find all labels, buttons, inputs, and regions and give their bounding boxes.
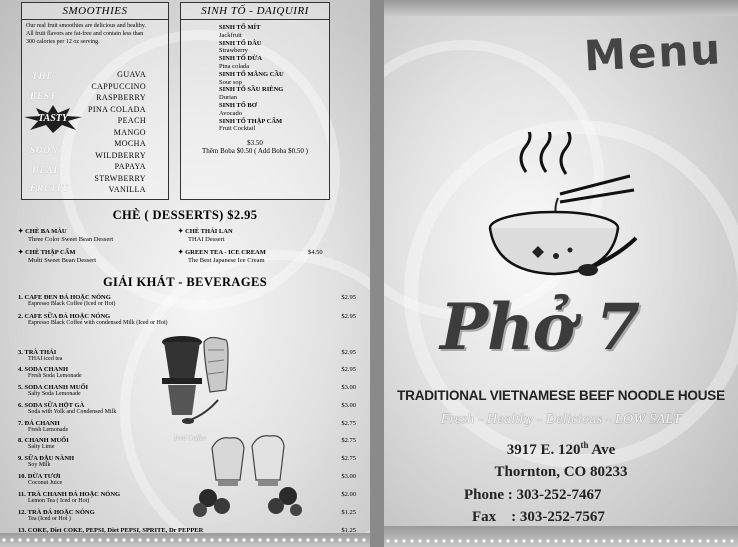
dessert-item bbox=[178, 228, 328, 244]
smoothie-flavor: STRWBERRY bbox=[94, 173, 146, 183]
smoothie-flavor: PAPAYA bbox=[114, 162, 146, 171]
bullet-icon: ✦ bbox=[178, 249, 186, 256]
restaurant-logo: Phở 7 bbox=[440, 290, 640, 365]
daiquiri-item-desc: Durian bbox=[219, 94, 238, 102]
dessert-desc: Three Color Sweet Bean Dessert bbox=[28, 235, 114, 243]
bullet-icon: ✦ bbox=[18, 228, 26, 235]
smoothie-flavor: GUAVA bbox=[117, 70, 146, 79]
daiquiri-item-desc: Jackfruit bbox=[219, 31, 242, 39]
daiquiri-item-name: SINH TỐ MÃNG CẦU bbox=[219, 70, 284, 78]
smoothie-flavor: RASPBERRY bbox=[96, 93, 146, 102]
daiquiri-title: SINH TỐ - DAIQUIRI bbox=[181, 3, 329, 20]
dessert-item bbox=[18, 228, 168, 244]
drinks-illustration-icon bbox=[160, 330, 305, 518]
smoothie-flavor: MANGO bbox=[113, 127, 146, 137]
beverage-row: 4. SODA CHANH Fresh Soda Lemonade $2.95 bbox=[18, 366, 356, 379]
daiquiri-item-desc: Avocado bbox=[219, 109, 242, 117]
beverage-row: 5. SODA CHANH MUỐI Salty Soda Lemonade $3.00 bbox=[18, 384, 356, 397]
ghost-word: BEST bbox=[30, 91, 57, 101]
beverage-row: 3. TRÀ THÁI THAI iced tea $2.95 bbox=[18, 349, 356, 362]
daiquiri-item-desc: Fruit Cocktail bbox=[219, 125, 256, 133]
daiquiri-item-name: SINH TỐ THẬP CẨM bbox=[219, 117, 283, 125]
beverage-row: 8. CHANH MUỐI Salty Lime $2.75 bbox=[18, 437, 356, 450]
daiquiri-price: $3.50 bbox=[247, 139, 263, 148]
desserts-title: CHÈ ( DESSERTS) $2.95 bbox=[112, 208, 258, 222]
beverage-row: 10. DỪA TƯƠI Coconut Juice $3.00 bbox=[18, 473, 356, 486]
bottom-dots bbox=[0, 536, 370, 544]
smoothie-flavor: CAPPUCCINO bbox=[91, 81, 146, 91]
daiquiri-list bbox=[181, 20, 329, 133]
beverages-title: GIẢI KHÁT - BEVERAGES bbox=[102, 275, 268, 289]
tasty-badge: TASTY bbox=[22, 105, 84, 133]
beverage-row: 12. TRÀ ĐÁ HOẶC NÓNG Tea (Iced or Hot ) $1.25 bbox=[18, 509, 356, 522]
bullet-icon: ✦ bbox=[18, 249, 26, 256]
fax-number: Fax : 303-252-7567 bbox=[472, 509, 605, 525]
tagline: TRADITIONAL VIETNAMESE BEEF NOODLE HOUSE bbox=[397, 388, 725, 403]
dessert-desc: Multi Sweet Bean Dessert bbox=[28, 256, 97, 264]
slogan: Fresh - Healthy - Delicious - LOW SALT bbox=[440, 412, 682, 427]
bullet-icon: ✦ bbox=[178, 228, 186, 235]
dessert-price: $4.50 bbox=[308, 249, 323, 256]
daiquiri-item-desc: Pina colada bbox=[219, 62, 250, 70]
smoothie-flavor: VANILLA bbox=[108, 185, 146, 194]
dessert-name: ✦ CHÈ THÁI LAN bbox=[178, 228, 233, 235]
address-line-2: Thornton, CO 80233 bbox=[494, 464, 628, 480]
beverage-row: 1. CAFE ĐEN ĐÁ HOẶC NÓNG Espresso Black Coffee (Iced or Hot) $2.95 bbox=[18, 294, 356, 307]
beverage-row: 9. SỮA ĐẬU NÀNH Soy Milk $2.75 bbox=[18, 455, 356, 468]
daiquiri-item-name: SINH TỐ DÂU bbox=[219, 39, 262, 47]
smoothie-flavor: WILDBERRY bbox=[95, 150, 146, 160]
smoothies-title: SMOOTHIES bbox=[22, 3, 168, 20]
ghost-word: DEAL bbox=[32, 165, 61, 175]
smoothies-box bbox=[21, 2, 169, 200]
address-line-1: 3917 E. 120th Ave bbox=[506, 440, 616, 458]
ghost-word: FRUITY bbox=[30, 183, 70, 193]
smoothies-intro: Our real fruit smoothies are delicious and healthy. All fruit flavors are fat-free and contain less than 300 calories per 12 oz serving. bbox=[26, 23, 146, 45]
noodle-bowl-icon bbox=[480, 132, 640, 282]
smoothie-flavor: PEACH bbox=[117, 116, 146, 125]
ghost-word: SOON bbox=[30, 145, 59, 155]
menu-heading: Menu bbox=[582, 24, 724, 81]
phone-number: Phone : 303-252-7467 bbox=[464, 487, 602, 503]
pho-bowl-illustration bbox=[480, 132, 640, 282]
iced-coffee-photo bbox=[160, 330, 305, 518]
beverage-row: 11. TRÀ CHANH ĐÁ HOẶC NÓNG Lemon Tea ( Iced or Hot) $2.00 bbox=[18, 491, 356, 504]
beverage-row: 13. COKE, Diet COKE, PEPSI, Diet PEPSI, SPRITE, Dr PEPPER $1.25 bbox=[18, 527, 356, 534]
beverage-row: 7. ĐÁ CHANH Fresh Lemonade $2.75 bbox=[18, 420, 356, 433]
daiquiri-item-name: SINH TỐ DỪA bbox=[219, 55, 262, 63]
top-bar bbox=[384, 0, 738, 16]
dessert-desc: The Best Japanese Ice Cream bbox=[188, 256, 265, 264]
smoothie-flavor: MOCHA bbox=[114, 139, 146, 148]
smoothie-flavor-list bbox=[88, 69, 146, 196]
dessert-name: ✦ CHÈ BA MÀU bbox=[18, 228, 67, 235]
daiquiri-item-name: SINH TỐ BƠ bbox=[219, 101, 257, 109]
daiquiri-item-name: SINH TỐ MÍT bbox=[219, 24, 261, 31]
daiquiri-box bbox=[180, 2, 330, 200]
beverage-row: 2. CAFE SỮA ĐÁ HOẶC NÓNG Espresso Black Coffee with condensed Milk (Iced or Hot) $2.95 bbox=[18, 313, 356, 326]
dessert-name: ✦ CHÈ THẬP CẨM bbox=[18, 249, 76, 256]
dessert-desc: THAI Dessert bbox=[188, 235, 225, 243]
daiquiri-item-desc: Sour sop bbox=[219, 78, 242, 86]
bottom-dots bbox=[384, 537, 738, 545]
dessert-name: ✦ GREEN TEA - ICE CREAM bbox=[178, 249, 266, 256]
ghost-word: THE bbox=[32, 71, 54, 81]
daiquiri-boba-note: Thêm Boba $0.50 ( Add Boba $0.50 ) bbox=[202, 147, 308, 156]
daiquiri-item-desc: Strawberry bbox=[219, 47, 248, 55]
smoothie-flavor: PINA COLADA bbox=[88, 104, 146, 114]
dessert-item bbox=[178, 249, 328, 265]
menu-cover-page bbox=[384, 0, 738, 547]
beverage-row: 6. SODA SỮA HỘT GÀ Soda with Yolk and Condensed Milk $3.00 bbox=[18, 402, 356, 415]
daiquiri-item-name: SINH TỐ SẦU RIÊNG bbox=[219, 86, 284, 94]
dessert-item bbox=[18, 249, 168, 265]
photo-caption: Iced Coffee bbox=[174, 434, 207, 442]
